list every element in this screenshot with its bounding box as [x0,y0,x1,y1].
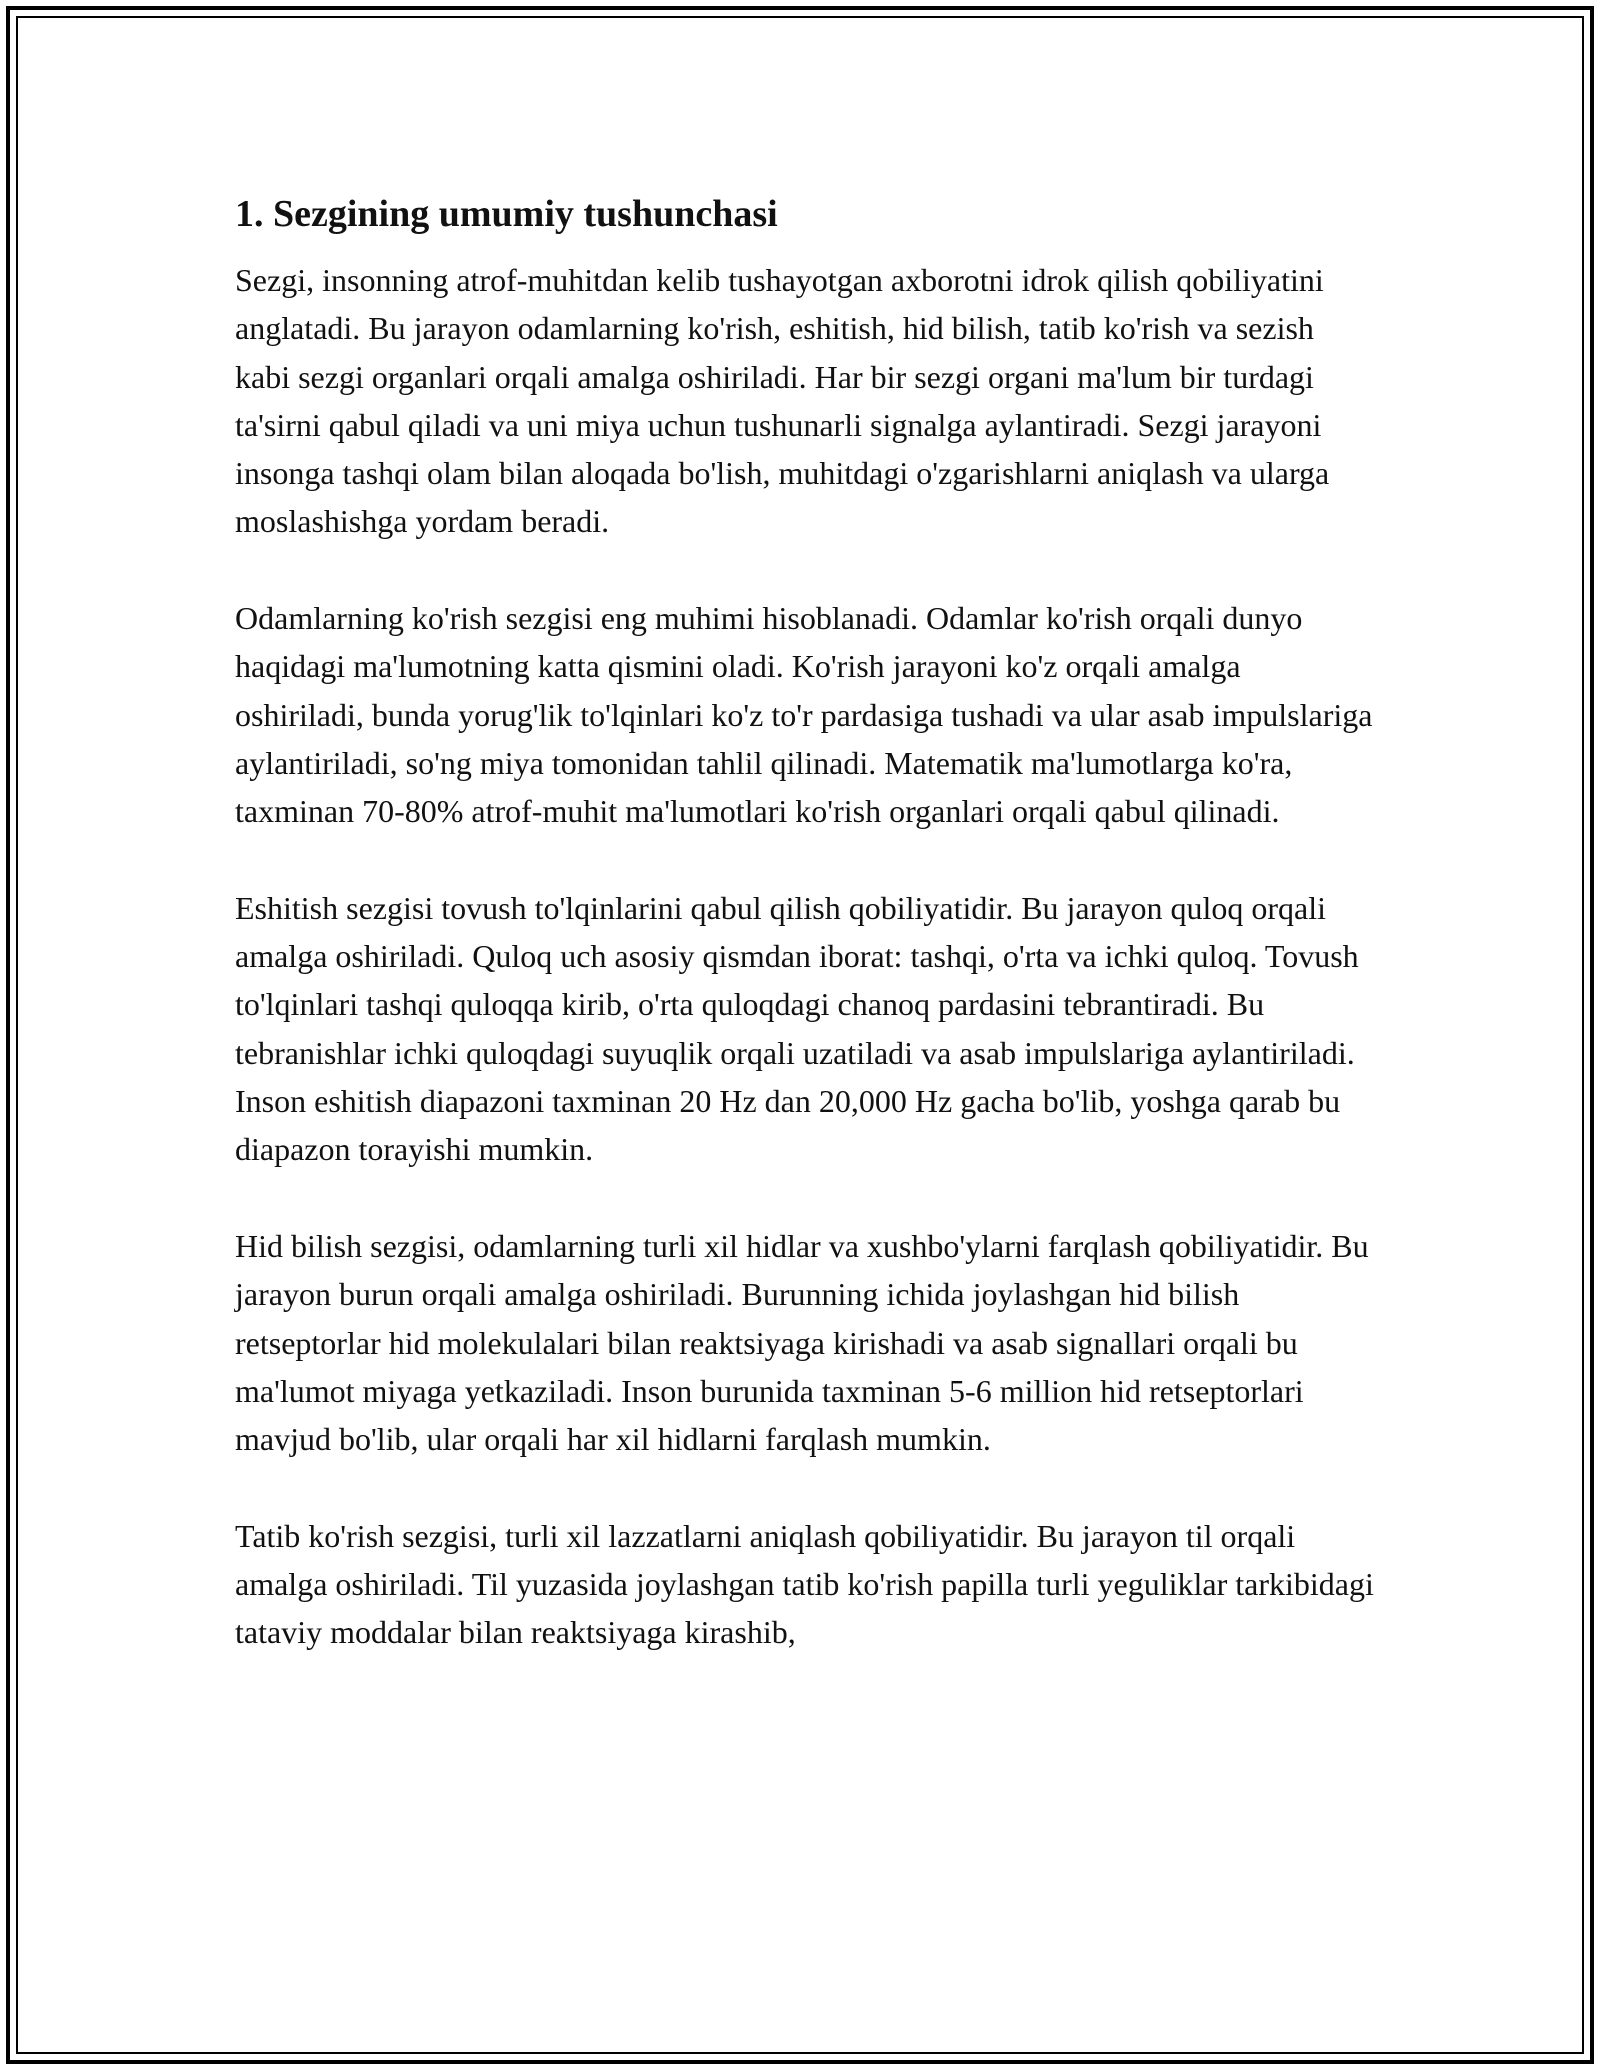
paragraph-tatib-korish: Tatib ko'rish sezgisi, turli xil lazzatlarni aniqlash qobiliyatidir. Bu jarayon til orqali amalga oshiriladi. Til yuzasida joylashgan tatib ko'rish papilla turli yeguliklar tarkibidagi tataviy moddalar bilan reaktsiyaga kirashib, [235,1517,1374,1651]
section-heading: 1. Sezgining umumiy tushunchasi [235,193,778,235]
paragraph-korish: Odamlarning ko'rish sezgisi eng muhimi hisoblanadi. Odamlar ko'rish orqali dunyo haqidagi ma'lumotning katta qismini oladi. Ko'rish jarayoni ko'z orqali amalga oshiriladi, bunda yorug'lik to'lqinlari ko'z to'r pardasiga tushadi va ular asab impulslariga aylantiriladi, so'ng miya tomonidan tahlil qilinadi. Matematik ma'lumotlarga ko'ra, taxminan 70-80% atrof-muhit ma'lumotlari ko'rish organlari orqali qabul qilinadi. [235,600,1373,830]
paragraph-hid-bilish: Hid bilish sezgisi, odamlarning turli xil hidlar va xushbo'ylarni farqlash qobiliyatidir. Bu jarayon burun orqali amalga oshiriladi. Burunning ichida joylashgan hid bilish retseptorlar hid molekulalari bilan reaktsiyaga kirishadi va asab signallari orqali bu ma'lumot miyaga yetkaziladi. Inson burunida taxminan 5-6 million hid retseptorlari mavjud bo'lib, ular orqali har xil hidlarni farqlash mumkin. [235,1227,1369,1458]
document-body [235,186,1375,1705]
paragraph-eshitish: Eshitish sezgisi tovush to'lqinlarini qabul qilish qobiliyatidir. Bu jarayon quloq orqali amalga oshiriladi. Quloq uch asosiy qismdan iborat: tashqi, o'rta va ichki quloq. Tovush to'lqinlari tashqi quloqqa kirib, o'rta quloqdagi chanoq pardasini tebrantiradi. Bu tebranishlar ichki quloqdagi suyuqlik orqali uzatiladi va asab impulslariga aylantiriladi. Inson eshitish diapazoni taxminan 20 Hz dan 20,000 Hz gacha bo'lib, yoshga qarab bu diapazon torayishi mumkin. [235,889,1359,1168]
paragraph-sezgi: Sezgi, insonning atrof-muhitdan kelib tushayotgan axborotni idrok qilish qobiliyatini anglatadi. Bu jarayon odamlarning ko'rish, eshitish, hid bilish, tatib ko'rish va sezish kabi sezgi organlari orqali amalga oshiriladi. Har bir sezgi organi ma'lum bir turdagi ta'sirni qabul qiladi va uni miya uchun tushunarli signalga aylantiradi. Sezgi jarayoni insonga tashqi olam bilan aloqada bo'lish, muhitdagi o'zgarishlarni aniqlash va ularga moslashishga yordam beradi. [235,262,1330,540]
